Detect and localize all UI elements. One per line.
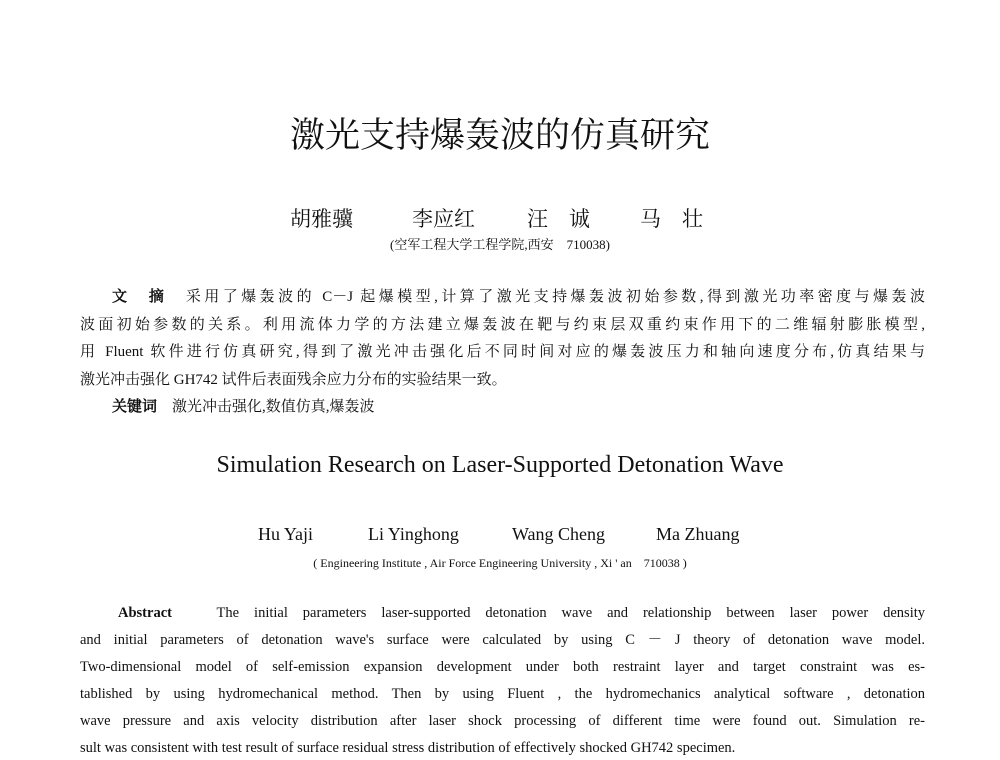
cn-author: 汪 诚 [527,207,590,231]
en-author: Ma Zhuang [656,524,740,544]
en-abstract-line: Two-dimensional model of self-emission expansion development under both restraint layer and target constraint was es- [80,659,925,675]
en-author: Li Yinghong [368,524,459,544]
en-affiliation: ( Engineering Institute , Air Force Engineering University , Xi ' an 710038 ) [313,556,687,570]
en-abstract-line: sult was consistent with test result of surface residual stress distribution of effectively shocked GH742 specimen. [80,740,736,756]
chinese-title: 激光支持爆轰波的仿真研究 [289,116,710,155]
en-author: Hu Yaji [258,524,314,544]
cn-keywords-label: 关键词 [112,399,158,415]
en-author: Wang Cheng [512,524,606,544]
cn-author: 马 壮 [640,207,703,231]
en-abstract-line: Abstract The initial parameters laser-supported detonation wave and relationship between laser power density [118,605,925,621]
cn-abstract-line: 文 摘 采用了爆轰波的 C－J 起爆模型,计算了激光支持爆轰波初始参数,得到激光功率密度与爆轰波 [112,289,925,305]
en-abstract-line: tablished by using hydromechanical method. Then by using Fluent , the hydromechanics analytical software , detonation [80,686,925,702]
cn-author: 胡雅骥 [290,207,353,231]
en-abstract-line: wave pressure and axis velocity distribution after laser shock processing of different time were found out. Simulation re- [80,713,925,729]
cn-author: 李应红 [412,207,475,231]
cn-keywords: 关键词 激光冲击强化,数值仿真,爆轰波 [112,399,375,415]
cn-affiliation: (空军工程大学工程学院,西安 710038) [390,237,610,252]
cn-abstract-line: 用 Fluent 软件进行仿真研究,得到了激光冲击强化后不同时间对应的爆轰波压力和轴向速度分布,仿真结果与 [80,344,925,360]
cn-abstract-label: 文 摘 [112,289,168,305]
english-title: Simulation Research on Laser-Supported Detonation Wave [216,452,784,478]
cn-abstract-line: 激光冲击强化 GH742 试件后表面残余应力分布的实验结果一致。 [80,372,507,388]
en-abstract-label: Abstract [118,605,172,621]
en-abstract-line: and initial parameters of detonation wave's surface were calculated by using C － J theory of detonation wave model. [80,632,925,648]
cn-abstract-line: 波面初始参数的关系。利用流体力学的方法建立爆轰波在靶与约束层双重约束作用下的二维辐射膨胀模型, [80,317,925,333]
